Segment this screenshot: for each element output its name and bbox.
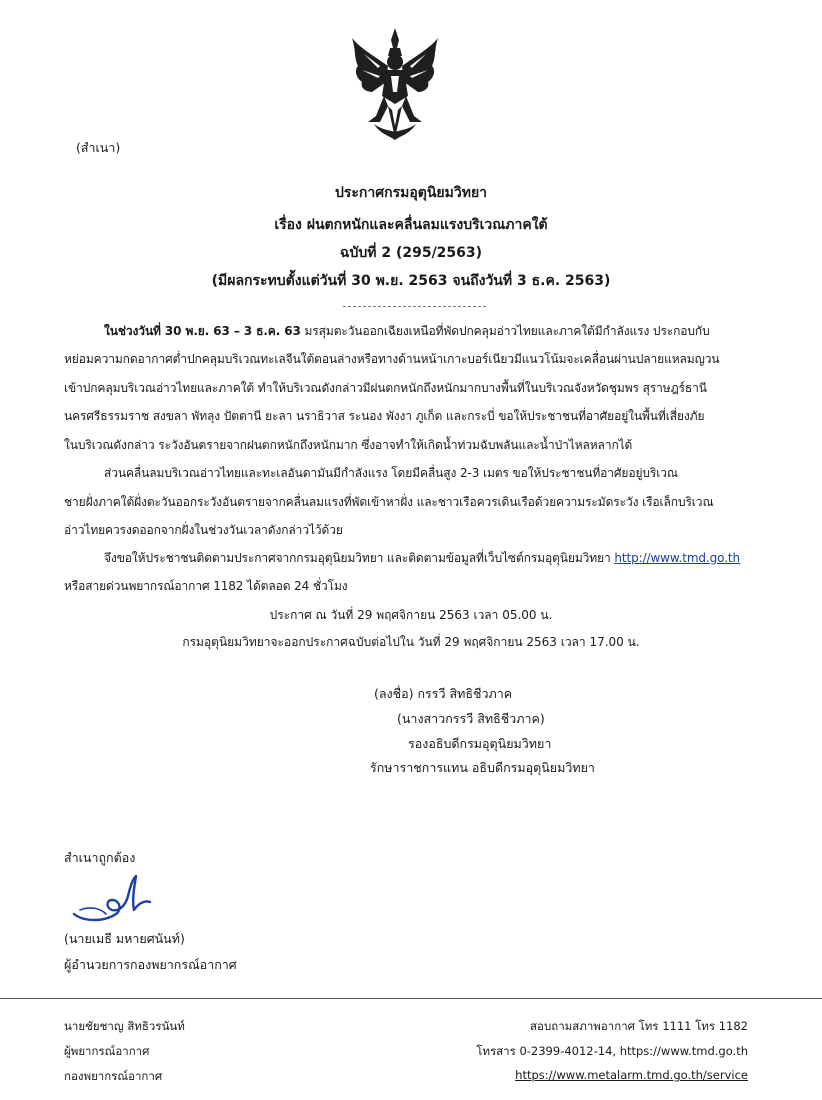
footer-forecaster-title: ผู้พยากรณ์อากาศ [64,1044,150,1058]
announcement-issue-number: ฉบับที่ 2 (295/2563) [339,245,483,261]
paragraph-1-line-4: นครศรีธรรมราช สงขลา พัทลุง ปัตตานี ยะลา นราธิวาส ระนอง พังงา ภูเก็ต และกระบี่ ขอให้ประชาชนที่อาศัยอยู่ในพื้นที่เสี่ยงภัย [64,409,705,423]
signatory-acting-role: รักษาราชการแทน อธิบดีกรมอุตุนิยมวิทยา [370,760,595,775]
garuda-emblem-icon [350,26,440,144]
copy-label: (สำเนา) [76,140,121,155]
paragraph-1-lead: ในช่วงวันที่ 30 พ.ย. 63 – 3 ธ.ค. 63 [104,324,301,338]
next-announcement: กรมอุตุนิยมวิทยาจะออกประกาศฉบับต่อไปใน วันที่ 29 พฤศจิกายน 2563 เวลา 17.00 น. [182,635,640,649]
footer-division: กองพยากรณ์อากาศ [64,1069,163,1083]
tmd-website-link[interactable]: http://www.tmd.go.th [614,551,741,565]
certifier-position: ผู้อำนวยการกองพยากรณ์อากาศ [64,957,237,972]
footer-fax-website: โทรสาร 0-2399-4012-14, https://www.tmd.go.th [476,1044,748,1058]
announcement-title: ประกาศกรมอุตุนิยมวิทยา [334,185,488,201]
announcement-effective-period: (มีผลกระทบตั้งแต่วันที่ 30 พ.ย. 2563 จนถึงวันที่ 3 ธ.ค. 2563) [211,273,611,289]
paragraph-2-line-2: ชายฝั่งภาคใต้ฝั่งตะวันออกระวังอันตรายจากคลื่นลมแรงที่พัดเข้าหาฝั่ง และชาวเรือควรเดินเรือด้วยความระมัดระวัง เรือเล็กบริเวณ [64,495,714,509]
signed-by: (ลงชื่อ) กรรวี สิทธิชีวภาค [374,686,513,701]
footer-divider [0,998,822,999]
paragraph-1-line-1 [104,322,710,341]
footer-phone: สอบถามสภาพอากาศ โทร 1111 โทร 1182 [530,1019,748,1033]
paragraph-2-line-1: ส่วนคลื่นลมบริเวณอ่าวไทยและทะเลอันดามันมีกำลังแรง โดยมีคลื่นสูง 2-3 เมตร ขอให้ประชาชนที่อาศัยอยู่บริเวณ [104,466,678,480]
announcement-subject: เรื่อง ฝนตกหนักและคลื่นลมแรงบริเวณภาคใต้ [274,217,548,233]
paragraph-1-text: มรสุมตะวันออกเฉียงเหนือที่พัดปกคลุมอ่าวไทยและภาคใต้มีกำลังแรง ประกอบกับ [304,324,710,338]
paragraph-3-line-2: หรือสายด่วนพยากรณ์อากาศ 1182 ได้ตลอด 24 ชั่วโมง [64,579,348,593]
paragraph-1-line-3: เข้าปกคลุมบริเวณอ่าวไทยและภาคใต้ ทำให้บริเวณดังกล่าวมีฝนตกหนักถึงหนักมากบางพื้นที่ในบริเวณจังหวัดชุมพร สุราษฎร์ธานี [64,381,707,395]
paragraph-1-line-2: หย่อมความกดอากาศต่ำปกคลุมบริเวณทะเลจีนใต้ตอนล่างหรือทางด้านหน้าเกาะบอร์เนียวมีแนวโน้มจะเคลื่อนผ่านปลายแหลมญวน [64,352,720,366]
heading-separator [343,306,486,307]
signatory-full-name: (นางสาวกรรวี สิทธิชีวภาค) [397,711,545,726]
certifier-name: (นายเมธี มหายศนันท์) [64,931,185,946]
paragraph-3-line-1 [104,549,740,568]
paragraph-3-text: จึงขอให้ประชาชนติดตามประกาศจากกรมอุตุนิยมวิทยา และติดตามข้อมูลที่เว็บไซต์กรมอุตุนิยมวิทยา [104,551,611,565]
issued-datetime: ประกาศ ณ วันที่ 29 พฤศจิกายน 2563 เวลา 05.00 น. [269,608,553,622]
certified-copy-label: สำเนาถูกต้อง [64,850,136,865]
footer-service-link[interactable]: https://www.metalarm.tmd.go.th/service [515,1068,748,1082]
signatory-position: รองอธิบดีกรมอุตุนิยมวิทยา [408,736,552,751]
paragraph-1-line-5: ในบริเวณดังกล่าว ระวังอันตรายจากฝนตกหนักถึงหนักมาก ซึ่งอาจทำให้เกิดน้ำท่วมฉับพลันและน้ำป่าไหลหลากได้ [64,438,633,452]
paragraph-2-line-3: อ่าวไทยควรงดออกจากฝั่งในช่วงวันเวลาดังกล่าวไว้ด้วย [64,523,343,537]
handwritten-signature [66,870,166,930]
footer-forecaster-name: นายชัยชาญ สิทธิวรนันท์ [64,1019,185,1033]
